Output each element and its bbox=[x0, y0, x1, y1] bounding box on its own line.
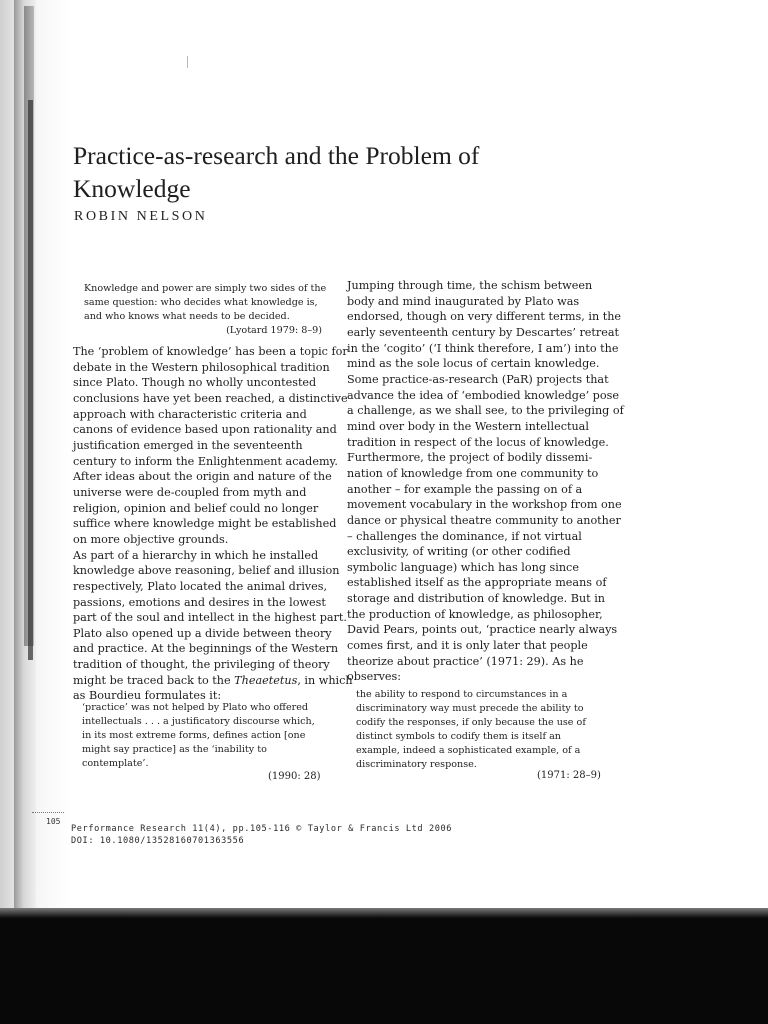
quote-line: the ability to respond to circumstances in a bbox=[356, 689, 568, 700]
doi: DOI: 10.1080/13528160701363556 bbox=[71, 836, 245, 846]
body-text-line: might be traced back to the Theaetetus, in which bbox=[73, 673, 353, 687]
right-block-quote bbox=[356, 688, 606, 773]
body-text-line: part of the soul and intellect in the highest part. bbox=[73, 611, 347, 625]
body-text-line: exclusivity, of writing (or other codified bbox=[347, 545, 571, 559]
quote-line: example, indeed a sophisticated example, of a bbox=[356, 745, 581, 757]
quote-line: might say practice] as the ‘inability to bbox=[82, 744, 267, 756]
quote-line: in its most extreme forms, defines action [one bbox=[82, 730, 306, 742]
epigraph-citation: (Lyotard 1979: 8–9) bbox=[226, 325, 322, 336]
quote-line: codify the responses, if only because the use of bbox=[356, 717, 586, 729]
body-text-line: David Pears, points out, ‘practice nearly always bbox=[347, 623, 618, 637]
body-text-line: since Plato. Though no wholly uncontested bbox=[73, 376, 317, 390]
quote-line: distinct symbols to codify them is itself an bbox=[356, 731, 561, 743]
body-text-line: mind over body in the Western intellectual bbox=[347, 419, 589, 433]
body-text-line: as Bourdieu formulates it: bbox=[73, 689, 222, 703]
body-text-line: passions, emotions and desires in the lowest bbox=[73, 595, 326, 609]
left-column-text bbox=[73, 344, 353, 704]
epigraph-line: same question: who decides what knowledge is, bbox=[84, 297, 318, 308]
body-text-line: theorize about practice’ (1971: 29). As he bbox=[347, 654, 584, 668]
body-text-line: – challenges the dominance, if not virtual bbox=[347, 529, 582, 543]
scan-mark bbox=[187, 56, 188, 68]
left-block-quote bbox=[82, 701, 322, 771]
body-text-line: respectively, Plato located the animal drives, bbox=[73, 579, 328, 593]
binding-edge bbox=[28, 100, 33, 660]
body-text-line: knowledge above reasoning, belief and illusion bbox=[73, 564, 340, 578]
left-quote-citation: (1990: 28) bbox=[268, 771, 321, 782]
right-quote-citation: (1971: 28–9) bbox=[537, 770, 601, 781]
body-text-line: As part of a hierarchy in which he installed bbox=[73, 548, 319, 562]
quote-line: contemplate’. bbox=[82, 758, 149, 770]
body-text-line: the production of knowledge, as philosopher, bbox=[347, 607, 603, 621]
title-line-1: Practice-as-research and the Problem of bbox=[73, 141, 480, 170]
page-number: 105 bbox=[46, 817, 61, 826]
epigraph-line: Knowledge and power are simply two sides of the bbox=[84, 283, 327, 294]
article-title bbox=[73, 139, 673, 205]
body-text-line: debate in the Western philosophical tradition bbox=[73, 360, 330, 374]
body-text-line: dance or physical theatre community to another bbox=[347, 513, 621, 527]
body-text-line: canons of evidence based upon rationality and bbox=[73, 423, 337, 437]
body-text-line: Some practice-as-research (PaR) projects that bbox=[347, 372, 609, 386]
title-line-2: Knowledge bbox=[73, 174, 191, 203]
body-text-line: Plato also opened up a divide between theory bbox=[73, 626, 332, 640]
footer-rule bbox=[32, 812, 64, 813]
body-text-line: mind as the sole locus of certain knowledge. bbox=[347, 357, 600, 371]
body-text-line: early seventeenth century by Descartes’ retreat bbox=[347, 325, 620, 339]
epigraph bbox=[84, 282, 330, 338]
body-text-line: body and mind inaugurated by Plato was bbox=[347, 294, 580, 308]
body-text-line: on more objective grounds. bbox=[73, 532, 229, 546]
body-text-line: a challenge, as we shall see, to the privileging of bbox=[347, 404, 624, 418]
quote-line: intellectuals . . . a justificatory discourse which, bbox=[82, 716, 315, 728]
body-text-line: tradition of thought, the privileging of theory bbox=[73, 658, 330, 672]
body-text-line: Furthermore, the project of bodily dissemi- bbox=[347, 451, 593, 465]
body-text-line: suffice where knowledge might be established bbox=[73, 517, 337, 531]
body-text-line: established itself as the appropriate means of bbox=[347, 576, 607, 590]
quote-line: ‘practice’ was not helped by Plato who offered bbox=[82, 702, 309, 713]
body-text-line: The ‘problem of knowledge’ has been a topic for bbox=[73, 345, 348, 358]
body-text-line: tradition in respect of the locus of knowledge. bbox=[347, 435, 609, 449]
body-text-line: endorsed, though on very different terms, in the bbox=[347, 310, 622, 324]
body-text-line: nation of knowledge from one community to bbox=[347, 466, 599, 480]
body-text-line: another – for example the passing on of a bbox=[347, 482, 583, 496]
quote-line: discriminatory response. bbox=[356, 759, 477, 771]
work-title: Theaetetus bbox=[234, 673, 298, 687]
body-text-line: justification emerged in the seventeenth bbox=[73, 438, 303, 452]
author-name: ROBIN NELSON bbox=[74, 209, 208, 224]
scanner-background bbox=[0, 908, 768, 1024]
body-text-line: observes: bbox=[347, 670, 402, 684]
body-text-line: and practice. At the beginnings of the Western bbox=[73, 642, 339, 656]
quote-line: discriminatory way must precede the ability to bbox=[356, 703, 584, 715]
right-column-text bbox=[347, 278, 624, 685]
body-text-line: universe were de-coupled from myth and bbox=[73, 485, 307, 499]
body-text-line: symbolic language) which has long since bbox=[347, 560, 579, 574]
body-text-line: century to inform the Enlightenment academy. bbox=[73, 454, 338, 468]
journal-footer bbox=[71, 823, 452, 847]
body-text-line: advance the idea of ‘embodied knowledge’ pose bbox=[347, 388, 619, 402]
body-text-line: storage and distribution of knowledge. But in bbox=[347, 592, 606, 606]
body-text-line: conclusions have yet been reached, a distinctive bbox=[73, 391, 348, 405]
body-text-line: in the ‘cogito’ (‘I think therefore, I am’) into the bbox=[347, 341, 619, 355]
body-text-line: religion, opinion and belief could no longer bbox=[73, 501, 319, 515]
body-text-line: movement vocabulary in the workshop from one bbox=[347, 498, 622, 512]
body-text-line: After ideas about the origin and nature of the bbox=[73, 470, 332, 484]
epigraph-line: and who knows what needs to be decided. bbox=[84, 311, 290, 322]
body-text-line: comes first, and it is only later that people bbox=[347, 639, 588, 653]
body-text-line: Jumping through time, the schism between bbox=[347, 279, 593, 292]
body-text-line: approach with characteristic criteria and bbox=[73, 407, 307, 421]
journal-citation: Performance Research 11(4), pp.105-116 © Taylor & Francis Ltd 2006 bbox=[71, 824, 453, 834]
